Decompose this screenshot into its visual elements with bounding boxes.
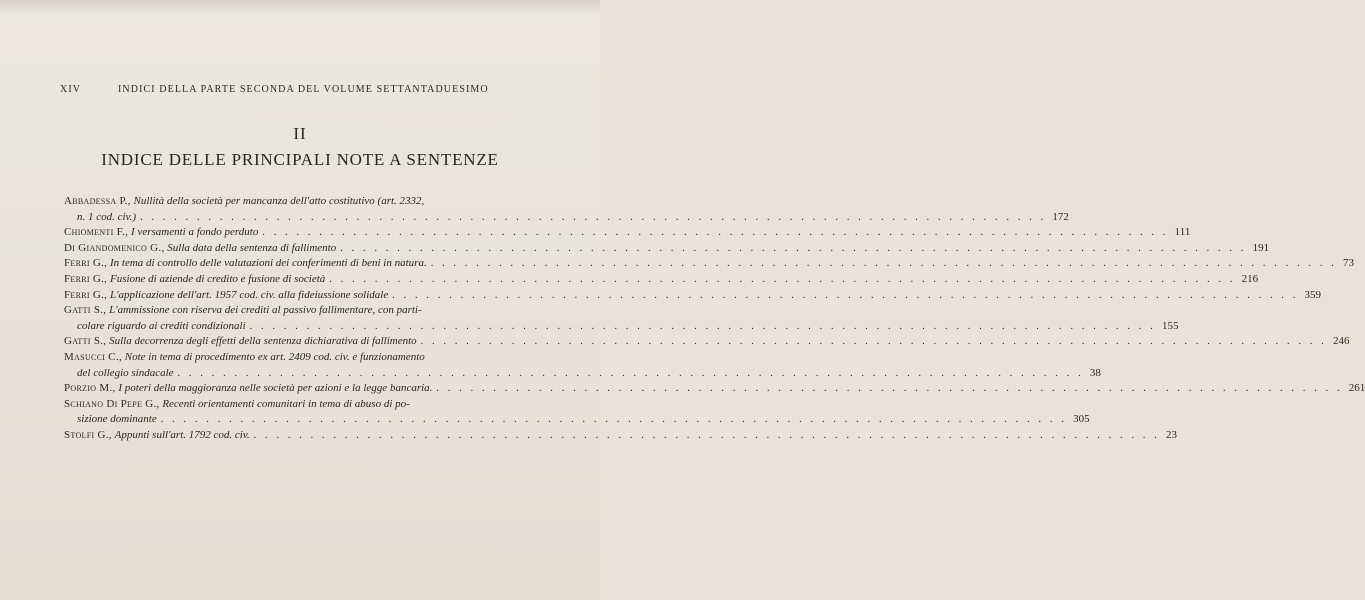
entry-author: Gatti S., [64,304,107,317]
dot-leader: . . . . . . . . . . . . . . . . . . . . . . . . . . . . . . . . . . . . . . . . . . . . . . . . . . . . . . . . . . . . . . . . . . . . . . . . . . . . . . . . [436,383,1343,395]
entry-author: Gatti S., [64,335,107,348]
entry-title: Note in tema di procedimento ex art. 2409 cod. civ. e funzionamento [124,350,425,363]
index-entry [64,397,1090,428]
entry-author: Porzio M., [64,382,116,395]
index-entry [64,272,1259,288]
entry-author: Stolfi G., [64,428,112,441]
entry-title: Fusione di aziende di credito e fusione di società [109,272,326,285]
entry-author: Di Giandomenico G., [64,241,165,254]
index-entry [64,225,1191,241]
entry-page-number: 246 [1332,335,1350,348]
running-head [60,84,530,95]
index-entry [64,256,1355,272]
entry-title-continuation: colare riguardo ai crediti condizionali [77,319,246,332]
entry-page-number: 23 [1165,428,1177,441]
dot-leader: . . . . . . . . . . . . . . . . . . . . . . . . . . . . . . . . . . . . . . . . . . . . . . . . . . . . . . . . . . . . . . . . . . . . . . . . . . . . . . . . [140,211,1047,223]
entry-title: Recenti orientamenti comunitari in tema di abuso di po- [162,397,410,410]
entry-page-number: 155 [1161,319,1179,332]
index-entry [64,194,1069,225]
dot-leader: . . . . . . . . . . . . . . . . . . . . . . . . . . . . . . . . . . . . . . . . . . . . . . . . . . . . . . . . . . . . . . . . . . . . . . . . . . . . . . . . [262,227,1169,239]
index-entry [64,288,1322,304]
index-entry [64,334,1350,350]
entry-page-number: 38 [1089,366,1101,379]
entry-title-continuation: n. 1 cod. civ.) [77,210,137,223]
entry-page-number: 111 [1174,226,1191,239]
dot-leader: . . . . . . . . . . . . . . . . . . . . . . . . . . . . . . . . . . . . . . . . . . . . . . . . . . . . . . . . . . . . . . . . . . . . . . . . . . . . . . . . [249,320,1156,332]
entry-title-continuation: sizione dominante [77,413,157,426]
entry-author: Ferri G., [64,257,108,270]
entry-title: I versamenti a fondo perduto [131,226,259,239]
running-title: INDICI DELLA PARTE SECONDA DEL VOLUME SETTANTADUESIMO [118,84,489,95]
notes-index-list [64,194,1365,444]
dot-leader: . . . . . . . . . . . . . . . . . . . . . . . . . . . . . . . . . . . . . . . . . . . . . . . . . . . . . . . . . . . . . . . . . . . . . . . . . . . . . . . . [160,414,1068,426]
index-entry [64,381,1365,397]
entry-page-number: 261 [1348,382,1365,395]
entry-title: In tema di controllo delle valutazioni dei conferimenti di beni in natura. [109,257,427,270]
entry-title: L'applicazione dell'art. 1957 cod. civ. alla fideiussione solidale [109,288,389,301]
entry-page-number: 191 [1252,241,1270,254]
index-entry [64,303,1179,334]
entry-page-number: 216 [1241,272,1259,285]
dot-leader: . . . . . . . . . . . . . . . . . . . . . . . . . . . . . . . . . . . . . . . . . . . . . . . . . . . . . . . . . . . . . . . . . . . . . . . . . . . . . . . . [420,336,1327,348]
entry-author: Chiomenti F., [64,226,129,239]
entry-title: Sulla data della sentenza di fallimento [167,241,337,254]
entry-author: Abbadessa P., [64,195,131,207]
index-entry [64,428,1177,444]
entry-author: Ferri G., [64,288,108,301]
section-number: II [293,124,307,143]
entry-title: Nullità della società per mancanza dell'atto costitutivo (art. 2332, [133,195,425,207]
entry-title: Sulla decorrenza degli effetti della sentenza dichiarativa di fallimento [109,335,417,348]
dot-leader: . . . . . . . . . . . . . . . . . . . . . . . . . . . . . . . . . . . . . . . . . . . . . . . . . . . . . . . . . . . . . . . . . . . . . . . . . . . . . . . . [392,289,1299,301]
entry-page-number: 73 [1343,257,1355,270]
entry-page-number: 172 [1052,210,1069,223]
entry-title-continuation: del collegio sindacale [77,366,174,379]
folio-number: XIV [60,84,82,95]
entry-page-number: 359 [1304,288,1322,301]
dot-leader: . . . . . . . . . . . . . . . . . . . . . . . . . . . . . . . . . . . . . . . . . . . . . . . . . . . . . . . . . . . . . . . . . . . . . . . . . . . . . . . . [253,429,1160,441]
entry-author: Masucci C., [64,350,123,363]
entry-author: Schiano Di Pepe G., [64,397,160,410]
entry-title: L'ammissione con riserva dei crediti al passivo fallimentare, con parti- [109,304,422,317]
dot-leader: . . . . . . . . . . . . . . . . . . . . . . . . . . . . . . . . . . . . . . . . . . . . . . . . . . . . . . . . . . . . . . . . . . . . . . . . . . . . . . . . [430,258,1338,270]
dot-leader: . . . . . . . . . . . . . . . . . . . . . . . . . . . . . . . . . . . . . . . . . . . . . . . . . . . . . . . . . . . . . . . . . . . . . . . . . . . . . . . . [177,367,1084,379]
entry-page-number: 305 [1073,413,1090,426]
dot-leader: . . . . . . . . . . . . . . . . . . . . . . . . . . . . . . . . . . . . . . . . . . . . . . . . . . . . . . . . . . . . . . . . . . . . . . . . . . . . . . . . [340,242,1247,254]
page-edge-shadow [0,0,600,14]
entry-title: I poteri della maggioranza nelle società per azioni e la legge bancaria. [118,382,433,395]
index-entry [64,241,1270,257]
dot-leader: . . . . . . . . . . . . . . . . . . . . . . . . . . . . . . . . . . . . . . . . . . . . . . . . . . . . . . . . . . . . . . . . . . . . . . . . . . . . . . . . [329,273,1236,285]
entry-title: Appunti sull'art. 1792 cod. civ. [114,428,250,441]
entry-author: Ferri G., [64,272,108,285]
index-entry [64,350,1101,381]
section-title: INDICE DELLE PRINCIPALI NOTE A SENTENZE [101,150,499,169]
